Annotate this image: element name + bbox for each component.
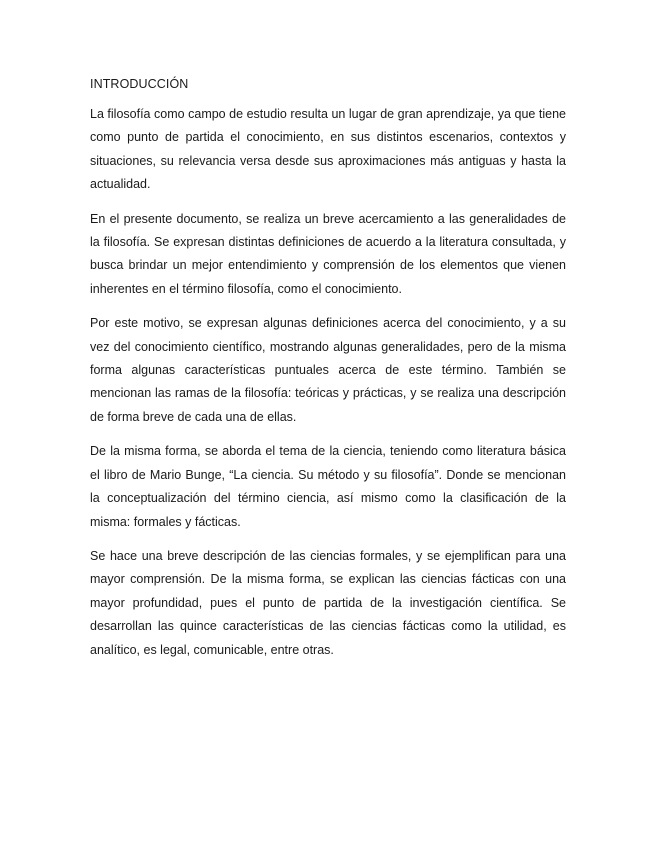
paragraph: En el presente documento, se realiza un breve acercamiento a las generalidades de la filosofía. Se expresan distintas definiciones de acuerdo a la literatura consultada, y busca brindar un mejor entendimiento y comprensión de los elementos que vienen inherentes en el término filosofía, como el conocimiento.	[90, 211, 566, 296]
paragraph: La filosofía como campo de estudio resulta un lugar de gran aprendizaje, ya que tiene como punto de partida el conocimiento, en sus distintos escenarios, contextos y situaciones, su relevancia versa desde sus aproximaciones más antiguas y hasta la actualidad.	[90, 107, 566, 192]
paragraph: Por este motivo, se expresan algunas definiciones acerca del conocimiento, y a su vez del conocimiento científico, mostrando algunas generalidades, pero de la misma forma algunas características puntuales acerca de este término. También se mencionan las ramas de la filosofía: teóricas y prácticas, y se realiza una descripción de forma breve de cada una de ellas.	[90, 316, 566, 424]
document-body	[90, 75, 566, 673]
paragraph: De la misma forma, se aborda el tema de la ciencia, teniendo como literatura básica el libro de Mario Bunge, “La ciencia. Su método y su filosofía”. Donde se mencionan la conceptualización del término ciencia, así mismo como la clasificación de la misma: formales y fácticas.	[90, 444, 566, 529]
paragraph: Se hace una breve descripción de las ciencias formales, y se ejemplifican para una mayor comprensión. De la misma forma, se explican las ciencias fácticas con una mayor profundidad, pues el punto de partida de la investigación científica. Se desarrollan las quince características de las ciencias fácticas como la utilidad, es analítico, es legal, comunicable, entre otras.	[90, 548, 566, 657]
section-heading: INTRODUCCIÓN	[90, 77, 189, 91]
